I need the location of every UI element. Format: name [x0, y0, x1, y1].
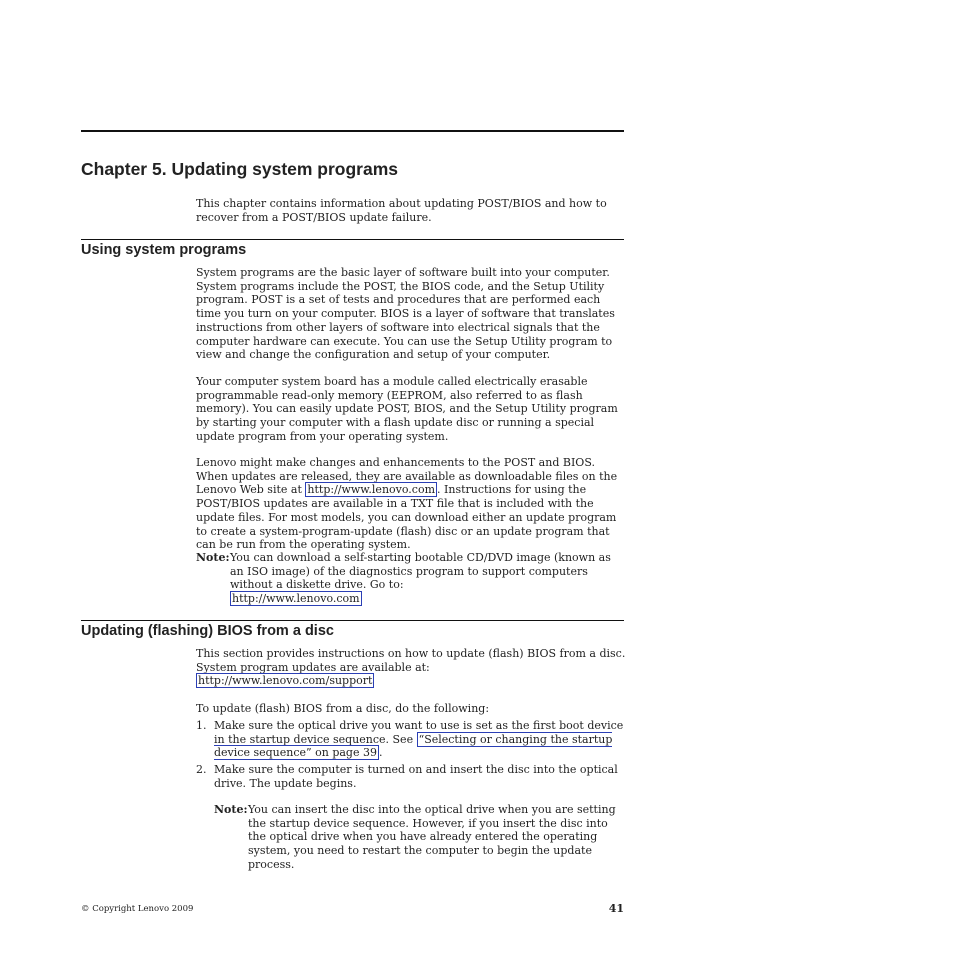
- step-1: [196, 719, 628, 760]
- paragraph-text: [196, 647, 628, 688]
- paragraph-update-instructions: [196, 647, 628, 688]
- paragraph-lenovo-updates: [196, 456, 628, 552]
- paragraph-text-end: . Instructions for using the POST/BIOS updates are available in a TXT file that is included with the update files. For most models, you can download either an update program to create a system-program-update (flash) disc or an update program that can be run from the operating system.: [196, 483, 617, 552]
- lenovo-support-link[interactable]: http://www.lenovo.com/support: [198, 674, 373, 688]
- note-label: Note:: [214, 803, 248, 816]
- copyright-footer: © Copyright Lenovo 2009: [81, 904, 194, 914]
- step-text-end: .: [378, 746, 383, 760]
- note-label: Note:: [196, 551, 230, 564]
- page-number: 41: [608, 902, 624, 915]
- paragraph-system-programs: [196, 266, 628, 362]
- step-body: [214, 719, 628, 760]
- intro-paragraph: [196, 197, 628, 224]
- paragraph-text: To update (flash) BIOS from a disc, do the following:: [196, 702, 490, 715]
- step-number: 1.: [196, 719, 207, 732]
- section-title-updating-bios: Updating (flashing) BIOS from a disc: [81, 623, 334, 639]
- chapter-rule: [81, 130, 624, 132]
- paragraph-text-start: Lenovo might make changes and enhancements to the POST and BIOS. When updates are released, they are available as downloadable files on the Lenovo Web site at: [196, 456, 618, 497]
- paragraph-text-start: This section provides instructions on how to update (flash) BIOS from a disc. System program updates are available at:: [196, 647, 626, 674]
- step-text: Make sure the computer is turned on and insert the disc into the optical drive. The update begins.: [214, 763, 618, 790]
- paragraph-text: System programs are the basic layer of software built into your computer. System programs include the POST, the BIOS code, and the Setup Utility program. POST is a set of tests and procedures that are performed each time you turn on your computer. BIOS is a layer of software that translates instructions from other layers of software into electrical signals that the computer hardware can execute. You can use the Setup Utility program to view and change the configuration and setup of your computer.: [196, 266, 615, 362]
- step-text: Make sure the optical drive you want to use is set as the first boot device in the startup device sequence. See: [214, 719, 624, 746]
- section-rule: [81, 620, 624, 621]
- step-number: 2.: [196, 763, 207, 776]
- section-title-using-system-programs: Using system programs: [81, 242, 247, 258]
- section-rule: [81, 239, 624, 240]
- note-text: You can insert the disc into the optical drive when you are setting the startup device sequence. However, if you insert the disc into the optical drive when you have already entered the operating system, you need to restart the computer to begin the update process.: [248, 803, 616, 871]
- note-text: You can download a self-starting bootable CD/DVD image (known as an ISO image) of the diagnostics program to support computers without a diskette drive. Go to:: [230, 551, 611, 592]
- paragraph-eeprom: [196, 375, 628, 444]
- note-startup-sequence: [214, 803, 624, 872]
- startup-sequence-link[interactable]: “Selecting or changing the startup device sequence” on page 39: [214, 732, 613, 760]
- intro-text: This chapter contains information about updating POST/BIOS and how to recover from a POST/BIOS update failure.: [196, 197, 607, 224]
- paragraph-do-following: [196, 702, 628, 716]
- step-2: [196, 763, 628, 790]
- lenovo-link[interactable]: http://www.lenovo.com: [307, 483, 436, 497]
- chapter-title: Chapter 5. Updating system programs: [81, 159, 399, 179]
- paragraph-text: [196, 456, 628, 552]
- note-body: [230, 551, 616, 606]
- note-diagnostics: [196, 551, 616, 606]
- lenovo-link[interactable]: http://www.lenovo.com: [232, 592, 360, 606]
- paragraph-text: Your computer system board has a module called electrically erasable programmable read-only memory (EEPROM, also referred to as flash memory). You can easily update POST, BIOS, and the Setup Utility program by starting your computer with a flash update disc or running a special update program from your operating system.: [196, 375, 618, 443]
